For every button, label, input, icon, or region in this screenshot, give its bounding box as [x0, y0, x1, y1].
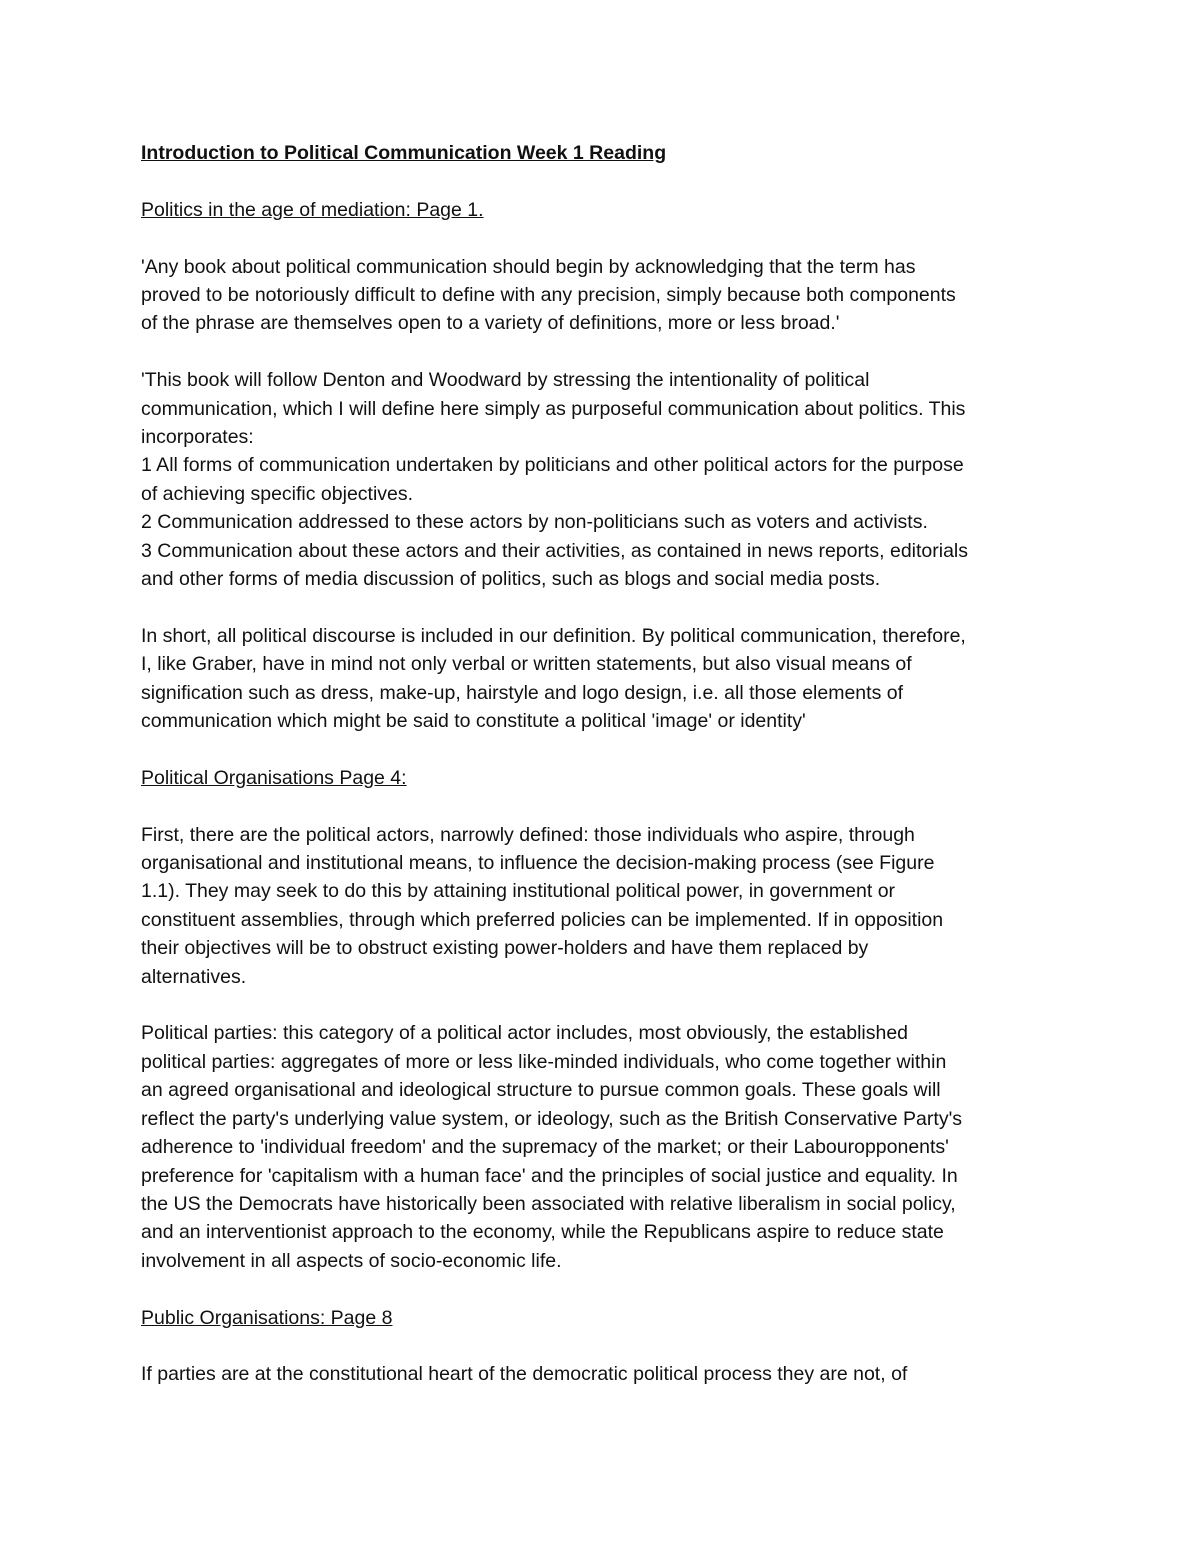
text-line: I, like Graber, have in mind not only verbal or written statements, but also visual means of	[141, 653, 912, 676]
text-line: First, there are the political actors, narrowly defined: those individuals who aspire, through	[141, 823, 915, 846]
list-item-line: 3 Communication about these actors and their activities, as contained in news reports, editorials	[141, 539, 969, 562]
text-line: organisational and institutional means, to influence the decision-making process (see Figure	[141, 852, 935, 875]
text-line: communication, which I will define here simply as purposeful communication about politics. This	[141, 397, 966, 420]
text-line: 1.1). They may seek to do this by attaining institutional political power, in government or	[141, 880, 896, 903]
text-line: and an interventionist approach to the economy, while the Republicans aspire to reduce state	[141, 1221, 944, 1244]
text-line: Political parties: this category of a political actor includes, most obviously, the established	[141, 1022, 909, 1045]
paragraph	[141, 821, 1071, 991]
text-line: an agreed organisational and ideological structure to pursue common goals. These goals will	[141, 1079, 941, 1102]
text-line: the US the Democrats have historically been associated with relative liberalism in social policy,	[141, 1192, 956, 1215]
document-title: Introduction to Political Communication Week 1 Reading	[141, 142, 667, 164]
paragraph	[141, 622, 1071, 736]
text-line: their objectives will be to obstruct existing power-holders and have them replaced by	[141, 937, 869, 960]
list-item-line: 2 Communication addressed to these actors by non-politicians such as voters and activists.	[141, 511, 928, 534]
section-heading: Political Organisations Page 4:	[141, 766, 407, 789]
text-line: involvement in all aspects of socio-economic life.	[141, 1249, 562, 1272]
paragraph	[141, 1019, 1071, 1275]
text-line: 'Any book about political communication should begin by acknowledging that the term has	[141, 255, 916, 278]
text-line: 'This book will follow Denton and Woodward by stressing the intentionality of political	[141, 369, 870, 392]
list-item-line: of achieving specific objectives.	[141, 482, 414, 505]
section-political-organisations	[141, 764, 1071, 1275]
section-heading: Public Organisations: Page 8	[141, 1306, 393, 1329]
section-heading: Politics in the age of mediation: Page 1.	[141, 198, 484, 221]
text-line: In short, all political discourse is included in our definition. By political communication, therefore,	[141, 624, 966, 647]
text-line: preference for 'capitalism with a human face' and the principles of social justice and equality. In	[141, 1164, 958, 1187]
paragraph	[141, 1360, 1071, 1388]
text-line: If parties are at the constitutional heart of the democratic political process they are not, of	[141, 1363, 908, 1386]
text-line: alternatives.	[141, 965, 247, 988]
text-line: reflect the party's underlying value system, or ideology, such as the British Conservative Party's	[141, 1107, 963, 1130]
text-line: communication which might be said to constitute a political 'image' or identity'	[141, 710, 806, 733]
list-item-line: and other forms of media discussion of politics, such as blogs and social media posts.	[141, 568, 881, 591]
section-public-organisations	[141, 1304, 1071, 1389]
section-politics-in-the-age-of-mediation	[141, 196, 1071, 736]
text-line: incorporates:	[141, 426, 254, 449]
paragraph	[141, 253, 1071, 338]
text-line: adherence to 'individual freedom' and the supremacy of the market; or their Labouropponents'	[141, 1136, 949, 1159]
text-line: signification such as dress, make-up, hairstyle and logo design, i.e. all those elements of	[141, 681, 903, 704]
list-item-line: 1 All forms of communication undertaken by politicians and other political actors for the purpose	[141, 454, 964, 477]
document-page	[141, 139, 1071, 1417]
text-line: political parties: aggregates of more or less like-minded individuals, who come together within	[141, 1050, 947, 1073]
paragraph	[141, 366, 1071, 593]
text-line: of the phrase are themselves open to a variety of definitions, more or less broad.'	[141, 312, 840, 335]
text-line: proved to be notoriously difficult to define with any precision, simply because both components	[141, 284, 956, 306]
text-line: constituent assemblies, through which preferred policies can be implemented. If in opposition	[141, 908, 944, 931]
